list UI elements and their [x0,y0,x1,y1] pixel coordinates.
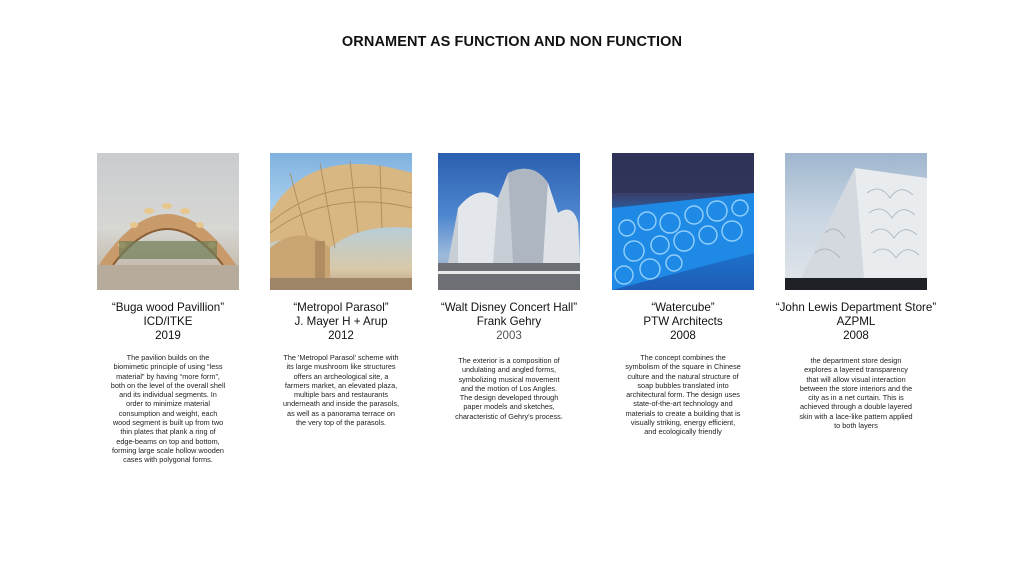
project-card-metropol [254,153,428,427]
project-name: “Buga wood Pavillion” [111,301,225,314]
john-lewis-department-store-photo [785,153,927,290]
buga-wood-pavilion-photo [97,153,239,290]
project-name: “Watercube” [651,301,715,314]
project-card-disney [422,153,596,421]
page-title: ORNAMENT AS FUNCTION AND NON FUNCTION [341,34,683,50]
project-year: 2012 [328,329,354,342]
project-name: “Metropol Parasol” [293,301,389,314]
project-description: The 'Metropol Parasol' scheme with its large mushroom like structures offers an archeological site, a farmers market, an elevated plaza, multiple bars and restaurants underneath and inside the parasols, as well as a panorama terrace on the very top of the parasols. [282,353,400,428]
project-year: 2008 [670,329,696,342]
project-description: The exterior is a composition of undulating and angled forms, symbolizing musical movement and the motion of Los Angles. The design developed through paper models and sketches, characteristic of Gehry's process. [455,356,563,421]
project-description: The pavilion builds on the biomimetic principle of using “less material” by having “more form”, both on the level of the overall shell and its individual segments. In order to minimize material consumption and weight, each wood segment is built up from two thin plates that plank a ring of edge-beams on top and bottom, forming large scale hollow wooden cases with polygonal forms. [110,353,226,465]
project-name: “John Lewis Department Store” [775,301,937,314]
project-author: AZPML [836,315,876,328]
project-author: ICD/ITKE [143,315,193,328]
watercube-photo [612,153,754,290]
project-card-john-lewis [769,153,943,430]
project-card-buga [81,153,255,465]
project-year: 2003 [496,329,522,342]
project-year: 2019 [155,329,181,342]
metropol-parasol-photo [270,153,412,290]
project-name: “Walt Disney Concert Hall” [440,301,578,314]
project-author: PTW Architects [643,315,723,328]
project-card-watercube [596,153,770,437]
project-description: the department store design explores a layered transparency that will allow visual interaction between the store interiors and the city as in a net curtain. This is achieved through a double layered skin with a lace-like pattern applied to both layers [799,356,913,431]
project-description: The concept combines the symbolism of the square in Chinese culture and the natural structure of soap bubbles translated into architectural form. The design uses state-of-the-art technology and materials to create a building that is visually striking, energy efficient, and ecologically friendly [625,353,741,437]
walt-disney-concert-hall-photo [438,153,580,290]
project-author: J. Mayer H + Arup [294,315,388,328]
project-year: 2008 [843,329,869,342]
project-author: Frank Gehry [476,315,542,328]
